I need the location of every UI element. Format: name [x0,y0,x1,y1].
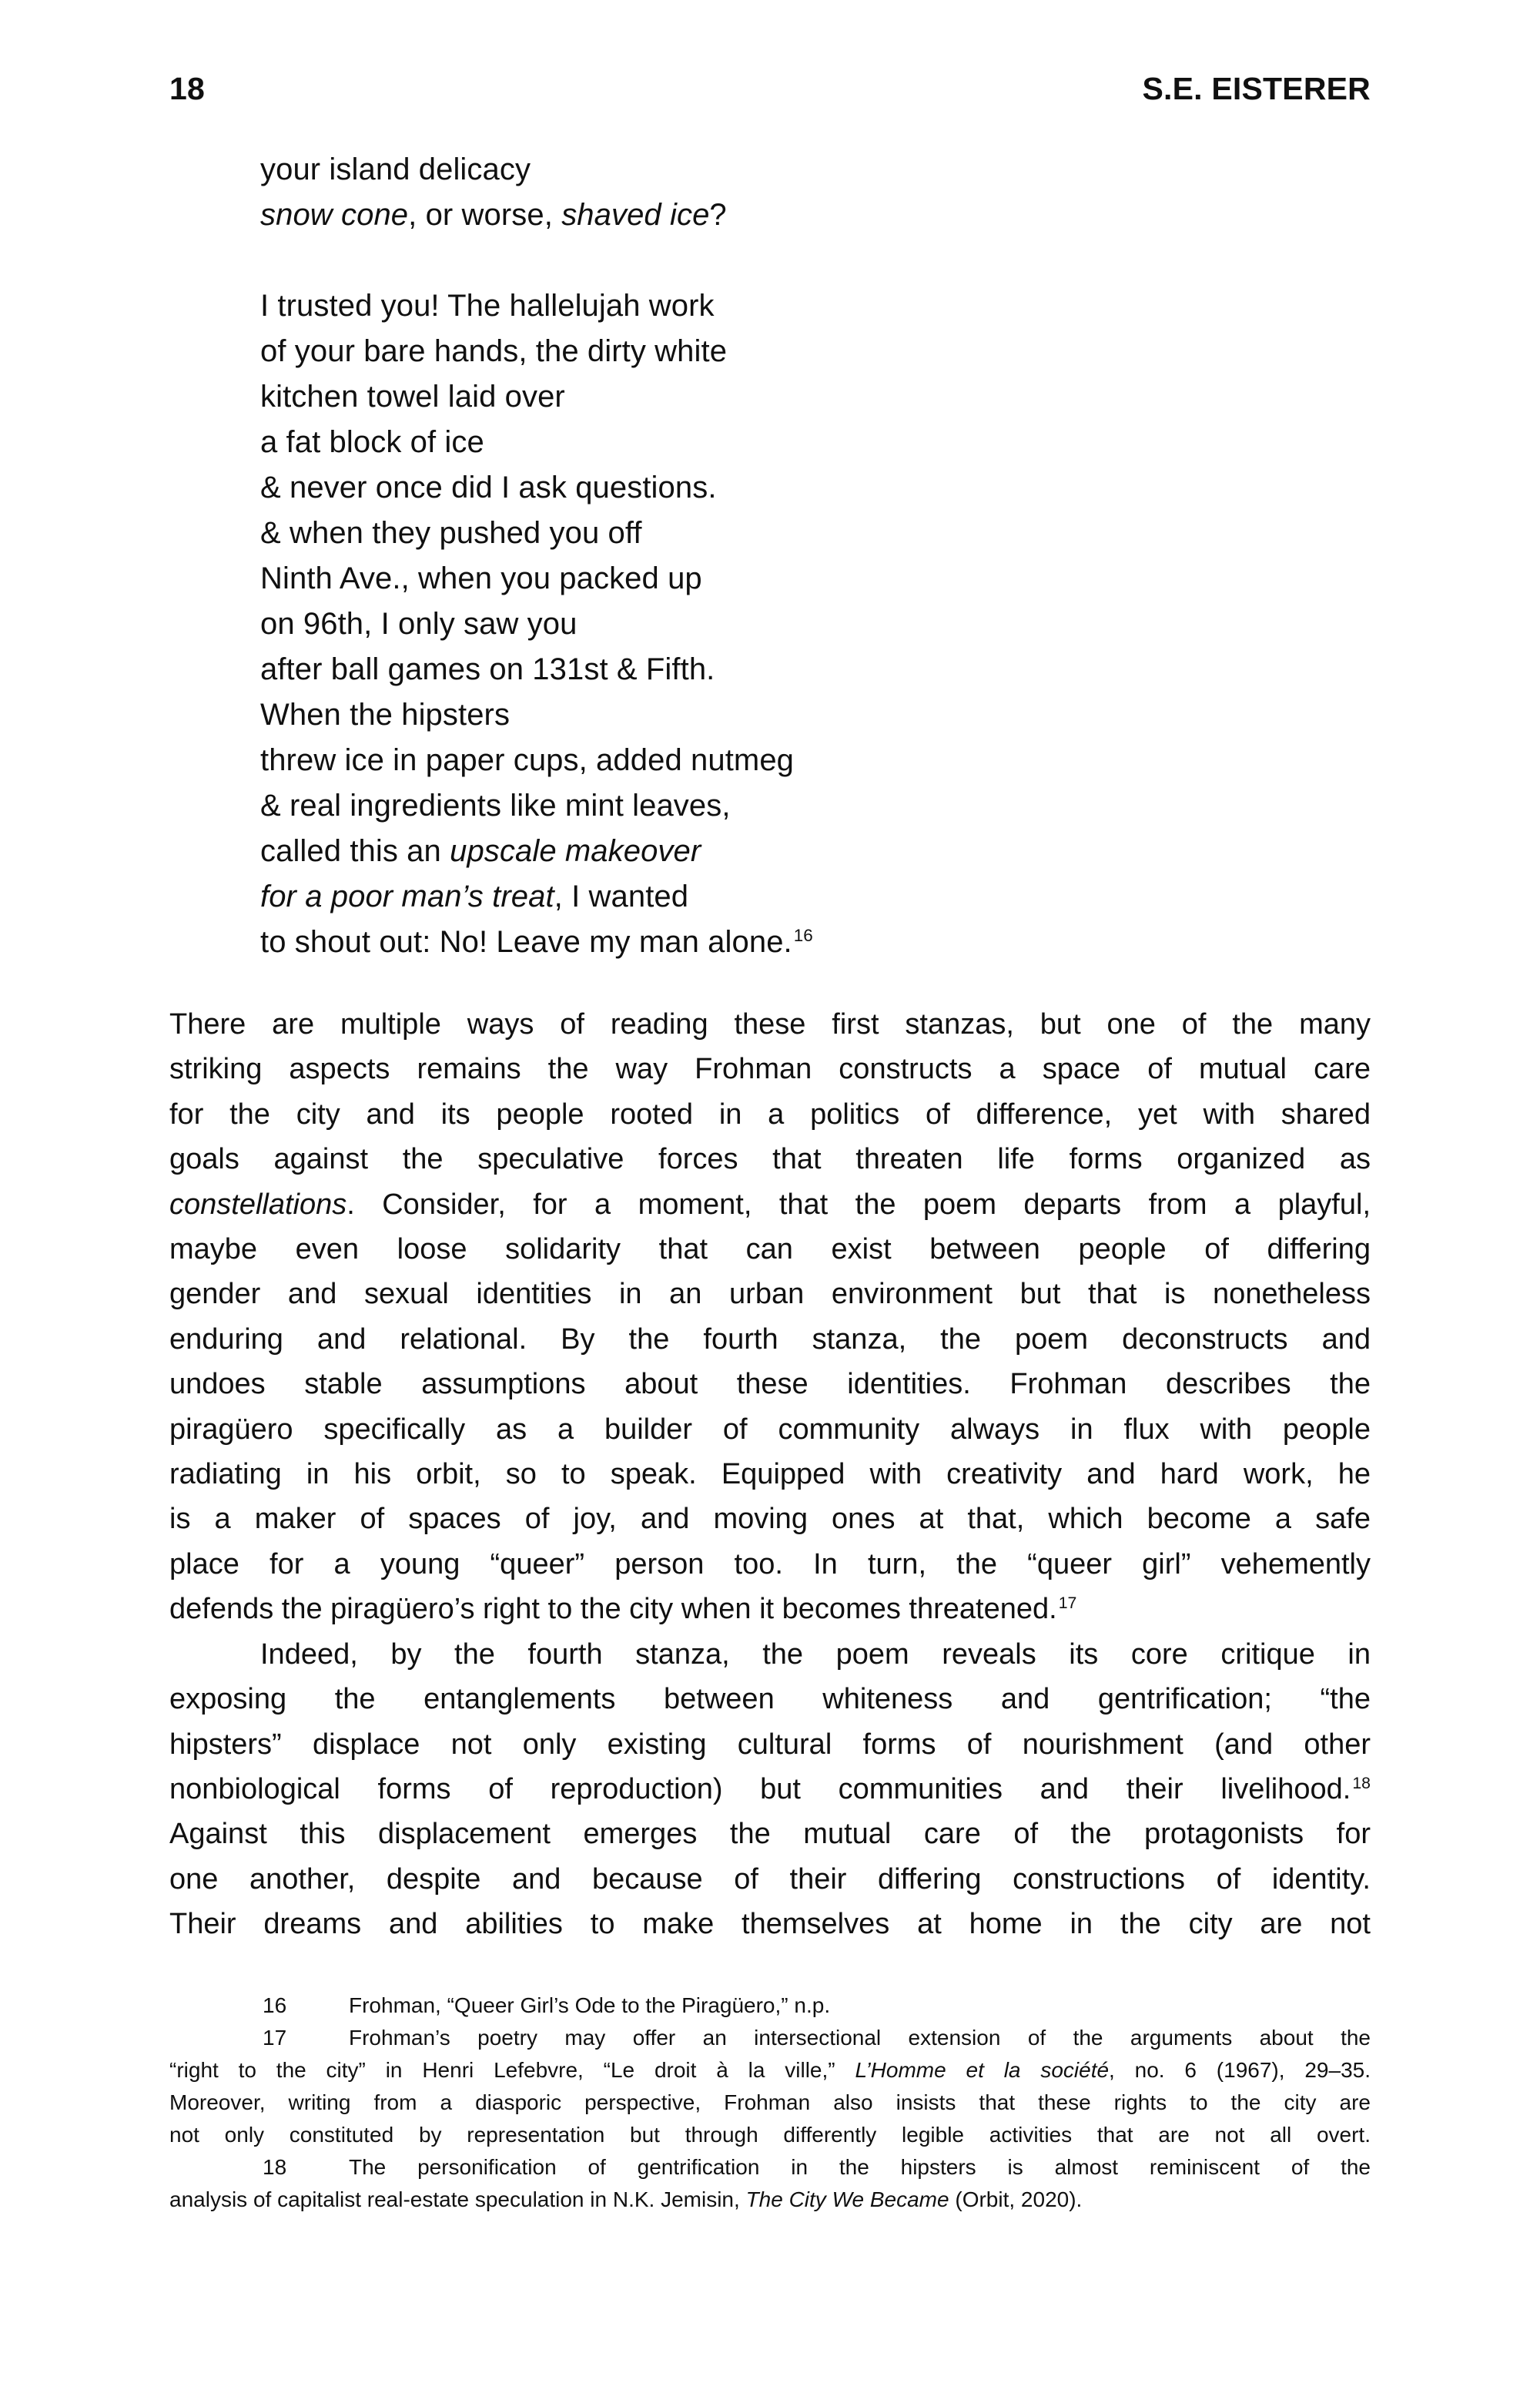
italic-text: snow cone [260,198,409,232]
footnote-number: 18 [263,2155,287,2179]
poem-line: kitchen towel laid over [260,380,565,414]
poem-line: after ball games on 131st & Fifth. [260,652,715,686]
body-line: striking aspects remains the way Frohman constructs a space of mutual care [169,1053,1371,1086]
footnote-reference: 17 [1058,1594,1077,1613]
body-line: hipsters” displace not only existing cultural forms of nourishment (and other [169,1728,1371,1761]
footnote-reference: 18 [1352,1773,1371,1792]
footnote-line: Moreover, writing from a diasporic perspective, Frohman also insists that these rights to the city are [169,2090,1371,2114]
body-paragraph [169,1632,1371,1947]
poem-line: I trusted you! The hallelujah work [260,289,715,323]
body-paragraph [169,1002,1371,1632]
body-line: is a maker of spaces of joy, and moving ones at that, which become a safe [169,1503,1371,1536]
poem-line: snow cone, or worse, shaved ice? [260,198,727,232]
body-line: exposing the entanglements between whiteness and gentrification; “the [169,1683,1371,1716]
body-line: gender and sexual identities in an urban environment but that is nonetheless [169,1278,1371,1311]
italic-text: constellations [169,1188,347,1221]
footnote-line: 16 Frohman, “Queer Girl’s Ode to the Piragüero,” n.p. [169,1989,1371,2022]
footnote [169,2022,1371,2151]
body-line: one another, despite and because of their differing constructions of identity. [169,1862,1371,1896]
italic-text: L’Homme et la société [855,2058,1110,2082]
italic-text: The City We Became [745,2187,949,2211]
body-line: Indeed, by the fourth stanza, the poem reveals its core critique in [260,1637,1371,1671]
poem-line: & never once did I ask questions. [260,471,717,504]
footnote [169,2151,1371,2216]
body-line: constellations. Consider, for a moment, that the poem departs from a playful, [169,1188,1371,1221]
body-line: There are multiple ways of reading these first stanzas, but one of the many [169,1008,1371,1041]
footnote-reference: 16 [793,926,813,946]
body-text [169,1002,1371,1947]
body-line: Their dreams and abilities to make themselves at home in the city are not [169,1908,1371,1941]
poem-line: a fat block of ice [260,425,484,459]
poem-stanza [260,283,813,965]
poem-line: for a poor man’s treat, I wanted [260,880,689,913]
footnote-line: “right to the city” in Henri Lefebvre, “Le droit à la ville,” L’Homme et la société, no. 6 (1967), 29–35. [169,2058,1371,2082]
author-header: S.E. EISTERER [1142,71,1371,106]
body-line: defends the piragüero’s right to the city when it becomes threatened.$^{17}$ [169,1593,1077,1626]
poem-line: to shout out: No! Leave my man alone.$^{16}$ [260,925,813,959]
poem-line: & real ingredients like mint leaves, [260,789,731,823]
footnote-line: 17 Frohman’s poetry may offer an intersectional extension of the arguments about the [169,2022,1371,2054]
poem-line: your island delicacy [260,153,531,186]
italic-text: shaved ice [561,198,710,232]
poem-line: threw ice in paper cups, added nutmeg [260,743,795,777]
poem-line: & when they pushed you off [260,516,642,550]
body-line: piragüero specifically as a builder of community always in flux with people [169,1413,1371,1446]
footnote-line: analysis of capitalist real-estate speculation in N.K. Jemisin, The City We Became (Orbit, 2020). [169,2187,1083,2211]
body-line: undoes stable assumptions about these identities. Frohman describes the [169,1368,1371,1401]
body-line: Against this displacement emerges the mutual care of the protagonists for [169,1818,1371,1851]
footnote-line: not only constituted by representation but through differently legible activities that are not all overt. [169,2123,1371,2147]
footnote-number: 17 [263,2026,287,2050]
body-line: for the city and its people rooted in a politics of difference, yet with shared [169,1098,1371,1131]
running-head [169,73,1371,105]
body-line: place for a young “queer” person too. In turn, the “queer girl” vehemently [169,1547,1371,1580]
poem-blockquote [260,147,813,965]
poem-line: When the hipsters [260,698,511,732]
poem-line: on 96th, I only saw you [260,607,578,641]
italic-text: for a poor man’s treat [260,880,554,913]
body-line: enduring and relational. By the fourth stanza, the poem deconstructs and [169,1322,1371,1356]
footnotes [169,1989,1371,2216]
footnote-line: 18 The personification of gentrification in the hipsters is almost reminiscent of the [169,2151,1371,2184]
footnote [169,1989,1371,2022]
body-line: maybe even loose solidarity that can exist between people of differing [169,1233,1371,1266]
poem-line: Ninth Ave., when you packed up [260,561,702,595]
body-line: goals against the speculative forces that threaten life forms organized as [169,1143,1371,1176]
poem-line: of your bare hands, the dirty white [260,334,728,368]
body-line: radiating in his orbit, so to speak. Equipped with creativity and hard work, he [169,1458,1371,1491]
italic-text: upscale makeover [450,834,701,868]
footnote-number: 16 [263,1993,287,2017]
page-number: 18 [169,71,206,106]
poem-stanza [260,147,813,238]
poem-line: called this an upscale makeover [260,834,701,868]
body-line: nonbiological forms of reproduction) but communities and their livelihood.$^{18}$ [169,1772,1371,1805]
